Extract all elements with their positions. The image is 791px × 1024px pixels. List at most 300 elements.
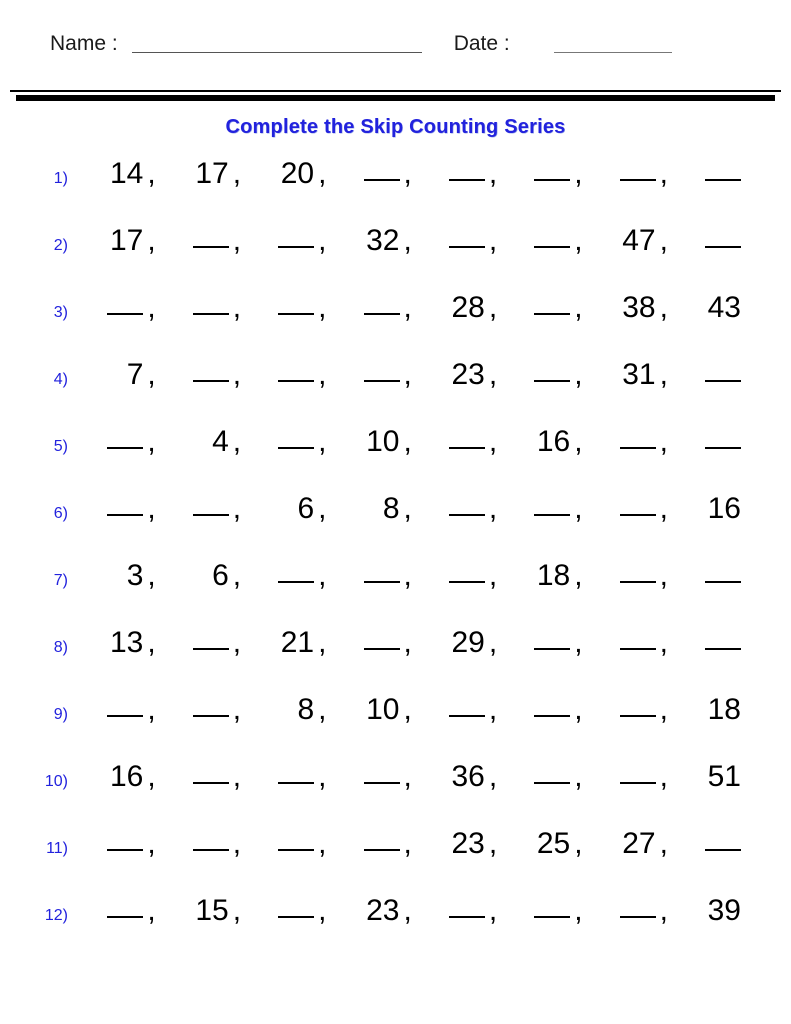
answer-blank-cell[interactable] bbox=[334, 827, 419, 861]
number-value: 38 bbox=[622, 291, 656, 324]
comma-separator: , bbox=[318, 559, 327, 592]
comma-separator: , bbox=[147, 693, 156, 726]
answer-blank-cell[interactable] bbox=[78, 827, 163, 861]
comma-separator: , bbox=[574, 157, 583, 190]
number-value: 16 bbox=[536, 425, 571, 458]
answer-blank-cell[interactable] bbox=[78, 425, 163, 459]
number-cell bbox=[590, 358, 675, 392]
comma-separator: , bbox=[488, 760, 498, 793]
answer-blank[interactable] bbox=[534, 358, 570, 382]
comma-separator: , bbox=[232, 760, 242, 793]
answer-blank-cell[interactable] bbox=[249, 291, 334, 325]
answer-blank[interactable] bbox=[364, 760, 400, 784]
comma-separator: , bbox=[659, 291, 668, 324]
problem-number: 4) bbox=[53, 371, 68, 388]
answer-blank[interactable] bbox=[278, 425, 314, 449]
comma-separator: , bbox=[232, 358, 242, 391]
number-value: 27 bbox=[622, 827, 656, 860]
answer-blank-cell[interactable] bbox=[505, 894, 590, 928]
number-cell bbox=[590, 224, 675, 258]
number-cell bbox=[78, 358, 163, 392]
number-cell bbox=[78, 559, 163, 593]
answer-blank-cell[interactable] bbox=[334, 157, 419, 191]
answer-blank-cell[interactable] bbox=[420, 559, 505, 593]
answer-blank[interactable] bbox=[534, 760, 570, 784]
answer-blank[interactable] bbox=[193, 626, 229, 650]
number-cell bbox=[78, 760, 163, 794]
problem-number: 7) bbox=[53, 572, 68, 589]
answer-blank[interactable] bbox=[449, 157, 485, 181]
comma-separator: , bbox=[488, 626, 498, 659]
number-cell bbox=[505, 425, 590, 459]
date-input-line[interactable] bbox=[554, 32, 672, 53]
answer-blank[interactable] bbox=[534, 693, 570, 717]
answer-blank[interactable] bbox=[193, 760, 229, 784]
comma-separator: , bbox=[318, 894, 327, 927]
answer-blank[interactable] bbox=[278, 760, 314, 784]
comma-separator: , bbox=[147, 425, 156, 458]
header-fields-row bbox=[40, 0, 751, 56]
comma-separator: , bbox=[574, 492, 583, 525]
answer-blank-cell[interactable] bbox=[163, 492, 248, 526]
answer-blank[interactable] bbox=[534, 626, 570, 650]
answer-blank-cell[interactable] bbox=[505, 358, 590, 392]
problem-cells bbox=[78, 291, 761, 325]
answer-blank-cell[interactable] bbox=[505, 291, 590, 325]
problem-number: 1) bbox=[53, 170, 68, 187]
comma-separator: , bbox=[574, 291, 583, 324]
number-cell bbox=[676, 291, 761, 325]
answer-blank-cell[interactable] bbox=[590, 492, 675, 526]
answer-blank-cell[interactable] bbox=[249, 760, 334, 794]
number-cell bbox=[420, 626, 505, 660]
comma-separator: , bbox=[574, 760, 583, 793]
answer-blank[interactable] bbox=[449, 559, 485, 583]
number-value: 23 bbox=[451, 827, 485, 860]
comma-separator: , bbox=[488, 492, 498, 525]
name-label: Name : bbox=[50, 32, 118, 55]
answer-blank[interactable] bbox=[364, 626, 400, 650]
comma-separator: , bbox=[574, 626, 583, 659]
answer-blank-cell[interactable] bbox=[163, 626, 248, 660]
answer-blank[interactable] bbox=[705, 358, 741, 382]
number-value: 32 bbox=[366, 224, 400, 257]
number-value: 8 bbox=[297, 693, 315, 726]
answer-blank-cell[interactable] bbox=[420, 157, 505, 191]
answer-blank[interactable] bbox=[193, 224, 229, 248]
answer-blank[interactable] bbox=[705, 224, 741, 248]
answer-blank[interactable] bbox=[193, 358, 229, 382]
problem-number: 3) bbox=[53, 304, 68, 321]
number-cell bbox=[78, 157, 163, 191]
comma-separator: , bbox=[318, 291, 327, 324]
answer-blank[interactable] bbox=[705, 559, 741, 583]
problem-cells bbox=[78, 559, 761, 593]
answer-blank[interactable] bbox=[107, 492, 143, 516]
number-value: 43 bbox=[707, 291, 741, 324]
problem-row bbox=[28, 224, 761, 291]
answer-blank-cell[interactable] bbox=[249, 894, 334, 928]
problem-cells bbox=[78, 760, 761, 794]
comma-separator: , bbox=[318, 492, 327, 525]
answer-blank-cell[interactable] bbox=[676, 360, 761, 384]
comma-separator: , bbox=[403, 894, 412, 927]
comma-separator: , bbox=[403, 157, 412, 190]
date-label: Date : bbox=[453, 32, 510, 55]
answer-blank[interactable] bbox=[705, 157, 741, 181]
answer-blank-cell[interactable] bbox=[505, 760, 590, 794]
number-value: 23 bbox=[451, 358, 485, 391]
answer-blank-cell[interactable] bbox=[420, 492, 505, 526]
comma-separator: , bbox=[403, 559, 412, 592]
problem-number: 8) bbox=[53, 639, 68, 656]
answer-blank-cell[interactable] bbox=[334, 626, 419, 660]
answer-blank-cell[interactable] bbox=[163, 224, 248, 258]
number-value: 4 bbox=[212, 425, 229, 458]
number-value: 39 bbox=[707, 894, 741, 927]
number-cell bbox=[505, 559, 590, 593]
answer-blank-cell[interactable] bbox=[420, 224, 505, 258]
number-cell bbox=[78, 626, 163, 660]
answer-blank[interactable] bbox=[364, 358, 400, 382]
problem-number: 6) bbox=[53, 505, 68, 522]
comma-separator: , bbox=[488, 157, 498, 190]
comma-separator: , bbox=[659, 693, 668, 726]
answer-blank[interactable] bbox=[620, 894, 656, 918]
problem-cells bbox=[78, 425, 761, 459]
answer-blank-cell[interactable] bbox=[78, 492, 163, 526]
comma-separator: , bbox=[403, 291, 412, 324]
comma-separator: , bbox=[488, 559, 498, 592]
answer-blank-cell[interactable] bbox=[676, 829, 761, 853]
comma-separator: , bbox=[232, 425, 242, 458]
answer-blank-cell[interactable] bbox=[163, 291, 248, 325]
comma-separator: , bbox=[659, 425, 668, 458]
comma-separator: , bbox=[318, 693, 327, 726]
problem-row bbox=[28, 559, 761, 626]
comma-separator: , bbox=[574, 224, 583, 257]
number-value: 28 bbox=[451, 291, 485, 324]
comma-separator: , bbox=[318, 827, 327, 860]
comma-separator: , bbox=[232, 894, 242, 927]
number-cell bbox=[505, 827, 590, 861]
answer-blank[interactable] bbox=[278, 291, 314, 315]
number-cell bbox=[163, 425, 248, 459]
number-cell bbox=[163, 157, 248, 191]
comma-separator: , bbox=[232, 492, 242, 525]
answer-blank-cell[interactable] bbox=[334, 760, 419, 794]
number-cell bbox=[334, 492, 419, 526]
answer-blank[interactable] bbox=[107, 693, 143, 717]
comma-separator: , bbox=[318, 626, 327, 659]
comma-separator: , bbox=[659, 827, 668, 860]
problems-list bbox=[0, 157, 791, 961]
problem-cells bbox=[78, 492, 761, 526]
answer-blank-cell[interactable] bbox=[505, 626, 590, 660]
answer-blank-cell[interactable] bbox=[590, 894, 675, 928]
answer-blank-cell[interactable] bbox=[249, 559, 334, 593]
comma-separator: , bbox=[147, 492, 156, 525]
comma-separator: , bbox=[232, 559, 242, 592]
comma-separator: , bbox=[488, 425, 498, 458]
answer-blank-cell[interactable] bbox=[676, 561, 761, 585]
answer-blank-cell[interactable] bbox=[505, 224, 590, 258]
answer-blank[interactable] bbox=[534, 291, 570, 315]
comma-separator: , bbox=[403, 827, 412, 860]
number-cell bbox=[78, 224, 163, 258]
number-value: 25 bbox=[536, 827, 571, 860]
answer-blank[interactable] bbox=[278, 894, 314, 918]
comma-separator: , bbox=[147, 894, 156, 927]
answer-blank-cell[interactable] bbox=[505, 492, 590, 526]
comma-separator: , bbox=[659, 492, 668, 525]
comma-separator: , bbox=[403, 358, 412, 391]
comma-separator: , bbox=[147, 827, 156, 860]
comma-separator: , bbox=[318, 760, 327, 793]
name-input-line[interactable] bbox=[132, 32, 422, 53]
answer-blank[interactable] bbox=[449, 224, 485, 248]
problem-number: 11) bbox=[46, 840, 68, 857]
answer-blank-cell[interactable] bbox=[78, 693, 163, 727]
answer-blank-cell[interactable] bbox=[590, 626, 675, 660]
answer-blank[interactable] bbox=[107, 291, 143, 315]
answer-blank-cell[interactable] bbox=[334, 559, 419, 593]
answer-blank[interactable] bbox=[620, 157, 656, 181]
answer-blank[interactable] bbox=[534, 224, 570, 248]
number-cell bbox=[334, 224, 419, 258]
number-cell bbox=[249, 157, 334, 191]
divider-thick-line bbox=[16, 95, 775, 101]
comma-separator: , bbox=[318, 358, 327, 391]
answer-blank[interactable] bbox=[278, 224, 314, 248]
answer-blank[interactable] bbox=[705, 827, 741, 851]
answer-blank-cell[interactable] bbox=[676, 628, 761, 652]
answer-blank[interactable] bbox=[534, 492, 570, 516]
answer-blank[interactable] bbox=[620, 693, 656, 717]
problem-row bbox=[28, 358, 761, 425]
problem-number: 9) bbox=[53, 706, 68, 723]
worksheet-header bbox=[0, 0, 791, 80]
problem-cells bbox=[78, 827, 761, 861]
answer-blank[interactable] bbox=[449, 894, 485, 918]
comma-separator: , bbox=[488, 224, 498, 257]
answer-blank-cell[interactable] bbox=[249, 358, 334, 392]
number-value: 15 bbox=[195, 894, 229, 927]
answer-blank[interactable] bbox=[364, 827, 400, 851]
comma-separator: , bbox=[659, 358, 668, 391]
comma-separator: , bbox=[318, 425, 327, 458]
comma-separator: , bbox=[147, 760, 156, 793]
problem-cells bbox=[78, 693, 761, 727]
number-value: 29 bbox=[451, 626, 485, 659]
answer-blank-cell[interactable] bbox=[676, 427, 761, 451]
answer-blank-cell[interactable] bbox=[505, 157, 590, 191]
comma-separator: , bbox=[403, 425, 412, 458]
comma-separator: , bbox=[403, 693, 412, 726]
answer-blank-cell[interactable] bbox=[249, 425, 334, 459]
comma-separator: , bbox=[574, 693, 583, 726]
comma-separator: , bbox=[403, 626, 412, 659]
answer-blank[interactable] bbox=[620, 425, 656, 449]
answer-blank-cell[interactable] bbox=[420, 425, 505, 459]
comma-separator: , bbox=[232, 827, 242, 860]
answer-blank-cell[interactable] bbox=[420, 693, 505, 727]
number-cell bbox=[420, 760, 505, 794]
comma-separator: , bbox=[574, 425, 583, 458]
answer-blank[interactable] bbox=[449, 693, 485, 717]
answer-blank[interactable] bbox=[620, 626, 656, 650]
problem-row bbox=[28, 626, 761, 693]
problem-number: 5) bbox=[53, 438, 68, 455]
problem-row bbox=[28, 492, 761, 559]
problem-row bbox=[28, 760, 761, 827]
number-cell bbox=[420, 358, 505, 392]
answer-blank[interactable] bbox=[193, 291, 229, 315]
number-value: 6 bbox=[212, 559, 229, 592]
answer-blank-cell[interactable] bbox=[163, 358, 248, 392]
answer-blank-cell[interactable] bbox=[590, 760, 675, 794]
comma-separator: , bbox=[232, 693, 242, 726]
answer-blank[interactable] bbox=[107, 827, 143, 851]
answer-blank-cell[interactable] bbox=[590, 693, 675, 727]
number-value: 13 bbox=[110, 626, 144, 659]
number-value: 51 bbox=[707, 760, 741, 793]
problem-number: 2) bbox=[53, 237, 68, 254]
comma-separator: , bbox=[574, 894, 583, 927]
problem-row bbox=[28, 291, 761, 358]
answer-blank[interactable] bbox=[449, 492, 485, 516]
number-value: 14 bbox=[110, 157, 144, 190]
number-value: 47 bbox=[622, 224, 656, 257]
number-cell bbox=[676, 693, 761, 727]
answer-blank[interactable] bbox=[193, 693, 229, 717]
comma-separator: , bbox=[318, 224, 327, 257]
comma-separator: , bbox=[488, 894, 498, 927]
number-value: 36 bbox=[451, 760, 485, 793]
number-value: 8 bbox=[382, 492, 400, 525]
problem-cells bbox=[78, 224, 761, 258]
comma-separator: , bbox=[488, 693, 498, 726]
answer-blank[interactable] bbox=[620, 760, 656, 784]
answer-blank[interactable] bbox=[705, 425, 741, 449]
comma-separator: , bbox=[403, 760, 412, 793]
answer-blank-cell[interactable] bbox=[163, 693, 248, 727]
number-cell bbox=[163, 894, 248, 928]
answer-blank[interactable] bbox=[364, 559, 400, 583]
answer-blank[interactable] bbox=[278, 559, 314, 583]
answer-blank-cell[interactable] bbox=[334, 291, 419, 325]
problem-cells bbox=[78, 157, 761, 191]
problem-number: 12) bbox=[44, 907, 68, 924]
comma-separator: , bbox=[659, 559, 668, 592]
answer-blank[interactable] bbox=[193, 492, 229, 516]
comma-separator: , bbox=[574, 827, 583, 860]
answer-blank-cell[interactable] bbox=[676, 226, 761, 250]
answer-blank[interactable] bbox=[278, 827, 314, 851]
comma-separator: , bbox=[147, 291, 156, 324]
number-value: 10 bbox=[366, 425, 400, 458]
number-cell bbox=[676, 760, 761, 794]
answer-blank[interactable] bbox=[705, 626, 741, 650]
number-value: 3 bbox=[126, 559, 144, 592]
problem-row bbox=[28, 827, 761, 894]
number-value: 6 bbox=[297, 492, 315, 525]
number-value: 20 bbox=[280, 157, 315, 190]
comma-separator: , bbox=[659, 760, 668, 793]
answer-blank-cell[interactable] bbox=[676, 159, 761, 183]
answer-blank[interactable] bbox=[107, 425, 143, 449]
comma-separator: , bbox=[659, 626, 668, 659]
comma-separator: , bbox=[232, 626, 242, 659]
answer-blank-cell[interactable] bbox=[505, 693, 590, 727]
number-value: 21 bbox=[280, 626, 315, 659]
answer-blank[interactable] bbox=[193, 827, 229, 851]
problem-row bbox=[28, 425, 761, 492]
problem-row bbox=[28, 157, 761, 224]
comma-separator: , bbox=[147, 157, 156, 190]
answer-blank[interactable] bbox=[364, 291, 400, 315]
comma-separator: , bbox=[574, 559, 583, 592]
divider-thin-line bbox=[10, 90, 781, 92]
number-value: 10 bbox=[366, 693, 400, 726]
answer-blank[interactable] bbox=[534, 157, 570, 181]
answer-blank[interactable] bbox=[620, 492, 656, 516]
answer-blank-cell[interactable] bbox=[249, 224, 334, 258]
answer-blank[interactable] bbox=[534, 894, 570, 918]
number-value: 17 bbox=[195, 157, 229, 190]
answer-blank[interactable] bbox=[364, 157, 400, 181]
comma-separator: , bbox=[659, 224, 668, 257]
comma-separator: , bbox=[232, 224, 242, 257]
number-cell bbox=[249, 693, 334, 727]
answer-blank-cell[interactable] bbox=[163, 827, 248, 861]
comma-separator: , bbox=[488, 291, 498, 324]
comma-separator: , bbox=[574, 358, 583, 391]
answer-blank-cell[interactable] bbox=[590, 559, 675, 593]
number-value: 18 bbox=[536, 559, 571, 592]
comma-separator: , bbox=[488, 358, 498, 391]
comma-separator: , bbox=[232, 157, 242, 190]
number-value: 18 bbox=[707, 693, 741, 726]
page-title: Complete the Skip Counting Series bbox=[225, 116, 566, 138]
number-value: 16 bbox=[707, 492, 741, 525]
answer-blank-cell[interactable] bbox=[249, 827, 334, 861]
answer-blank-cell[interactable] bbox=[163, 760, 248, 794]
problem-row bbox=[28, 894, 761, 961]
number-cell bbox=[676, 894, 761, 928]
comma-separator: , bbox=[488, 827, 498, 860]
problem-cells bbox=[78, 358, 761, 392]
answer-blank[interactable] bbox=[620, 559, 656, 583]
problem-number: 10) bbox=[44, 773, 68, 790]
comma-separator: , bbox=[147, 626, 156, 659]
number-cell bbox=[334, 693, 419, 727]
comma-separator: , bbox=[318, 157, 327, 190]
answer-blank[interactable] bbox=[107, 894, 143, 918]
comma-separator: , bbox=[147, 559, 156, 592]
answer-blank-cell[interactable] bbox=[590, 157, 675, 191]
answer-blank-cell[interactable] bbox=[590, 425, 675, 459]
answer-blank-cell[interactable] bbox=[78, 291, 163, 325]
answer-blank[interactable] bbox=[278, 358, 314, 382]
answer-blank-cell[interactable] bbox=[334, 358, 419, 392]
answer-blank[interactable] bbox=[449, 425, 485, 449]
answer-blank-cell[interactable] bbox=[420, 894, 505, 928]
answer-blank-cell[interactable] bbox=[78, 894, 163, 928]
comma-separator: , bbox=[659, 157, 668, 190]
comma-separator: , bbox=[659, 894, 668, 927]
number-cell bbox=[163, 559, 248, 593]
